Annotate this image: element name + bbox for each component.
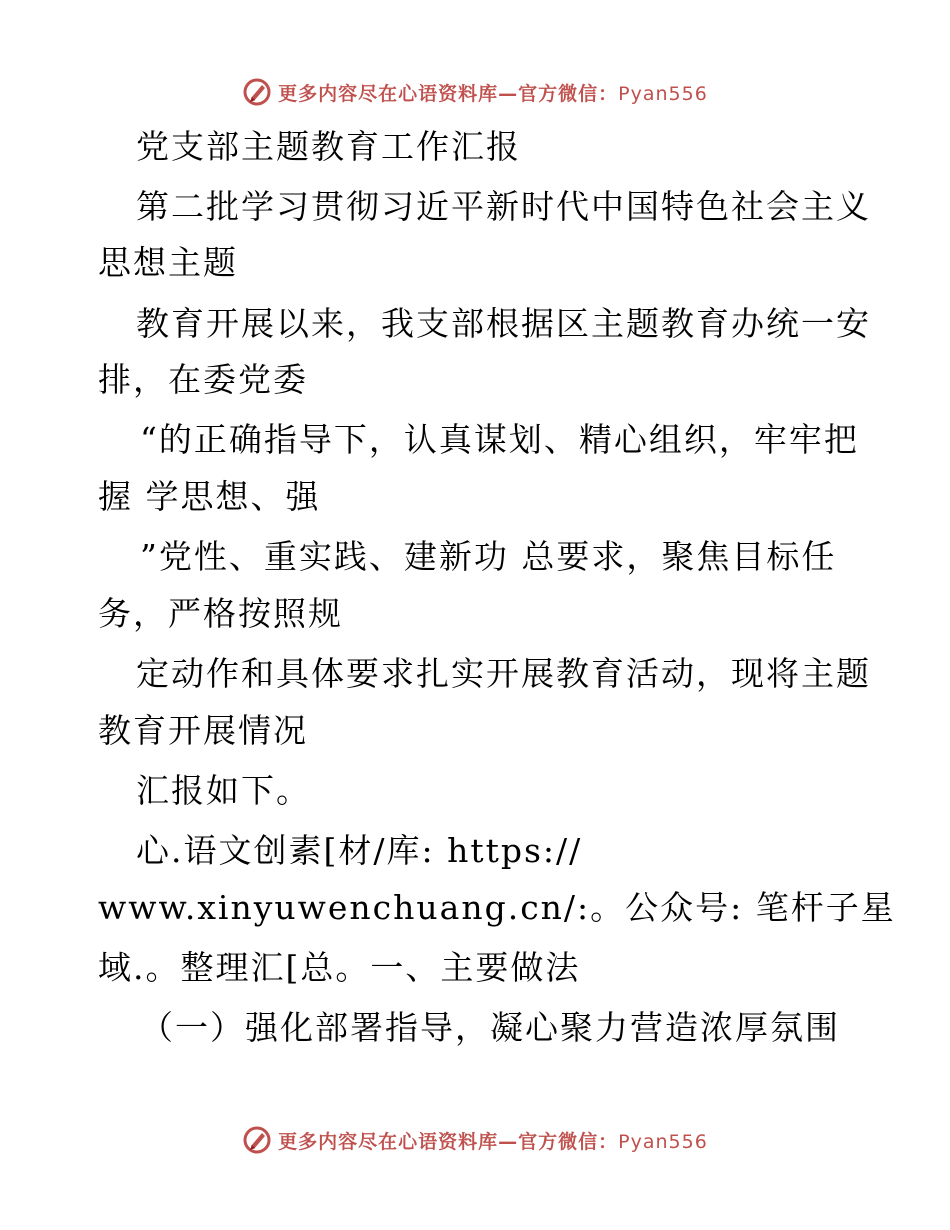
paragraph-line: 教育开展情况 xyxy=(98,711,308,750)
footer-banner xyxy=(0,1120,950,1160)
paragraph-line: 握 学思想、强 xyxy=(98,477,321,516)
paragraph-line: ”党性、重实践、建新功 总要求，聚焦目标任 xyxy=(140,537,837,576)
section-heading: （一）强化部署指导，凝心聚力营造浓厚氛围 xyxy=(140,1008,840,1047)
pen-logo-icon xyxy=(242,1125,272,1155)
paragraph-line: 教育开展以来，我支部根据区主题教育办统一安 xyxy=(136,304,871,343)
paragraph-line: 定动作和具体要求扎实开展教育活动，现将主题 xyxy=(136,654,871,693)
paragraph-line: 域.。整理汇[总。一、主要做法 xyxy=(98,948,581,987)
paragraph-line: 思想主题 xyxy=(98,243,238,282)
paragraph-line: “的正确指导下，认真谋划、精心组织，牢牢把 xyxy=(140,420,859,459)
banner-text: 更多内容尽在心语资料库—官方微信：Pyan556 xyxy=(278,82,708,105)
paragraph-line: 排，在委党委 xyxy=(98,360,308,399)
paragraph-line: 务，严格按照规 xyxy=(98,594,343,633)
banner-text: 更多内容尽在心语资料库—官方微信：Pyan556 xyxy=(278,1130,708,1153)
doc-title: 党支部主题教育工作汇报 xyxy=(136,127,521,166)
paragraph-line: www.xinyuwenchuang.cn/:。公众号: 笔杆子星 xyxy=(98,888,896,927)
header-banner xyxy=(0,72,950,112)
paragraph-line: 第二批学习贯彻习近平新时代中国特色社会主义 xyxy=(136,187,871,226)
paragraph-line: 心.语文创素[材/库: https:// xyxy=(136,831,583,870)
pen-logo-icon xyxy=(242,77,272,107)
paragraph-line: 汇报如下。 xyxy=(136,771,311,810)
